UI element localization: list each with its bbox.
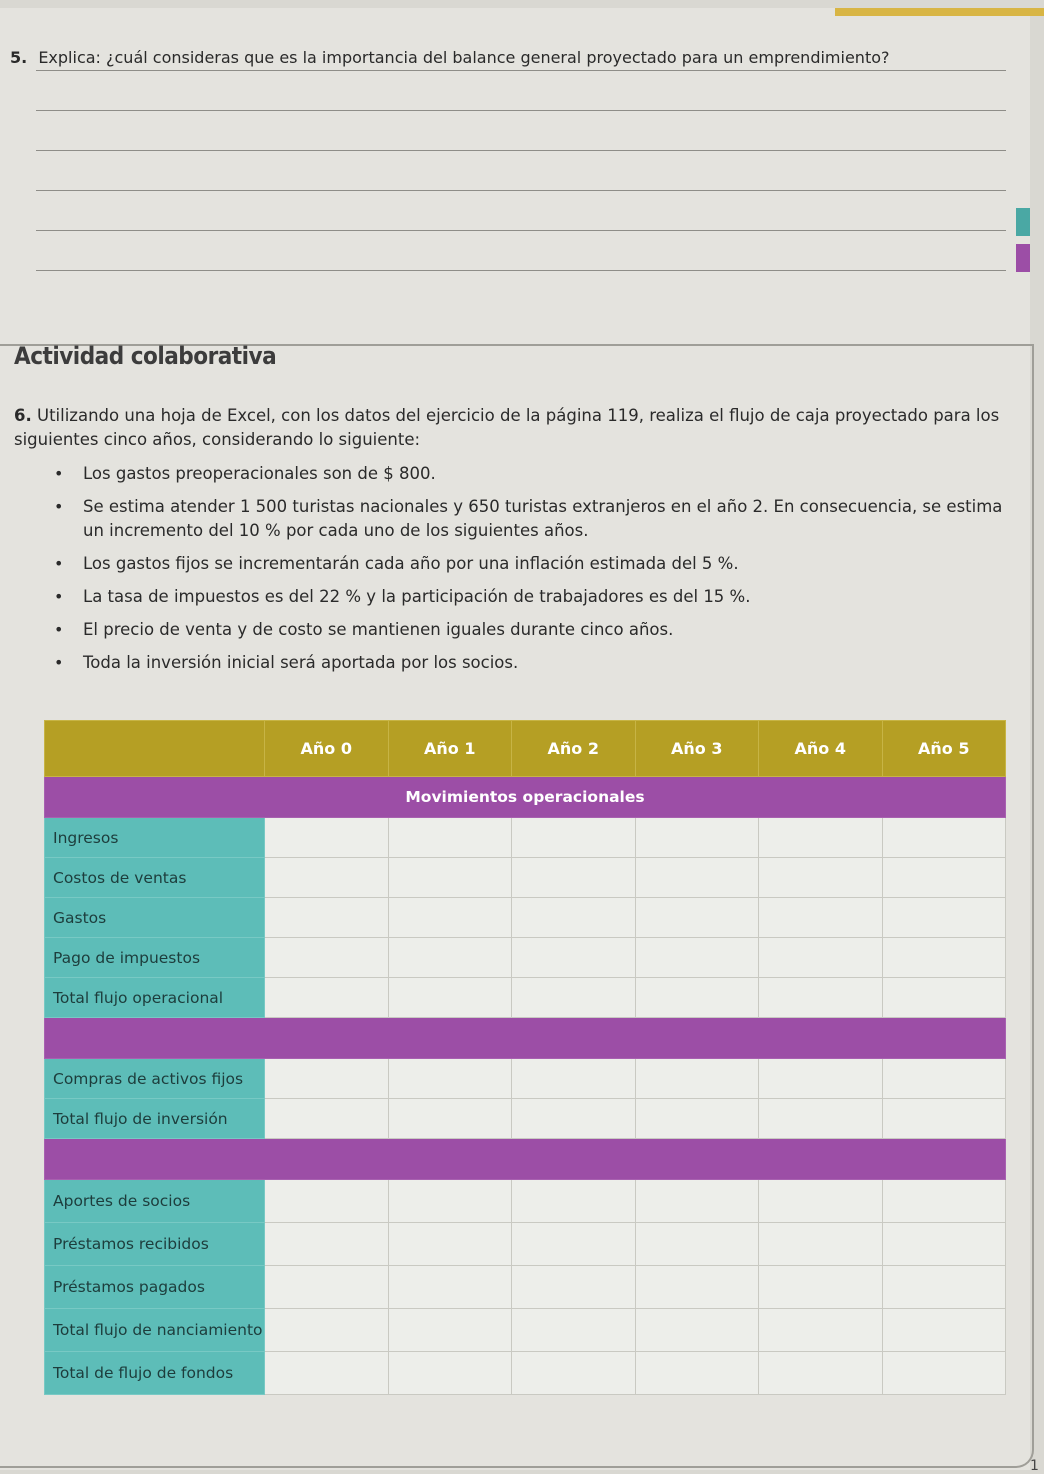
table-cell[interactable] (882, 818, 1006, 858)
table-cell[interactable] (512, 858, 636, 898)
table-row (45, 858, 1006, 898)
table-cell[interactable] (265, 1352, 389, 1395)
table-cell[interactable] (512, 938, 636, 978)
table-cell[interactable] (388, 1352, 512, 1395)
list-item: • Se estima atender 1 500 turistas nacionales y 650 turistas extranjeros en el año 2. En consecuencia, se estima un incremento del 10 % por cada uno de los siguientes años. (48, 495, 1008, 543)
table-cell[interactable] (388, 1309, 512, 1352)
table-cell[interactable] (759, 978, 883, 1018)
table-cell[interactable] (388, 898, 512, 938)
header-year: Año 5 (882, 721, 1006, 777)
side-tab-purple (1016, 244, 1030, 272)
row-label: Gastos (45, 898, 265, 938)
row-label: Aportes de socios (45, 1180, 265, 1223)
table-cell[interactable] (759, 1180, 883, 1223)
table-cell[interactable] (882, 858, 1006, 898)
table-cell[interactable] (388, 1223, 512, 1266)
row-label: Préstamos recibidos (45, 1223, 265, 1266)
answer-line[interactable] (36, 150, 1006, 151)
table-cell[interactable] (759, 1352, 883, 1395)
activity-title: Actividad colaborativa (14, 342, 277, 370)
list-item: • Los gastos preoperacionales son de $ 800. (48, 462, 1008, 486)
header-year: Año 3 (635, 721, 759, 777)
list-item: • La tasa de impuestos es del 22 % y la participación de trabajadores es del 15 %. (48, 585, 1008, 609)
answer-line[interactable] (36, 190, 1006, 191)
row-label: Pago de impuestos (45, 938, 265, 978)
table-row (45, 1223, 1006, 1266)
table-cell[interactable] (635, 818, 759, 858)
row-label: Total flujo operacional (45, 978, 265, 1018)
table-header-row (45, 721, 1006, 777)
table-row (45, 1180, 1006, 1223)
table-cell[interactable] (635, 1266, 759, 1309)
answer-line[interactable] (36, 70, 1006, 71)
table-cell[interactable] (265, 818, 389, 858)
table-cell[interactable] (388, 938, 512, 978)
table-cell[interactable] (265, 1099, 389, 1139)
section-band (45, 1139, 1006, 1180)
table-cell[interactable] (882, 1059, 1006, 1099)
table-cell[interactable] (512, 1059, 636, 1099)
table-cell[interactable] (635, 1059, 759, 1099)
table-row (45, 1352, 1006, 1395)
table-cell[interactable] (388, 818, 512, 858)
header-blank-cell (45, 721, 265, 777)
table-cell[interactable] (882, 1352, 1006, 1395)
header-year: Año 4 (759, 721, 883, 777)
table-row (45, 1099, 1006, 1139)
list-item: • Toda la inversión inicial será aportada por los socios. (48, 651, 1008, 675)
header-year: Año 0 (265, 721, 389, 777)
table-cell[interactable] (759, 818, 883, 858)
table-cell[interactable] (265, 858, 389, 898)
table-cell[interactable] (512, 1309, 636, 1352)
table-cell[interactable] (265, 1180, 389, 1223)
question-6-text: Utilizando una hoja de Excel, con los datos del ejercicio de la página 119, realiza el flujo de caja proyectado para los siguientes cinco años, considerando lo siguiente: (14, 406, 1000, 449)
table-cell[interactable] (759, 938, 883, 978)
table-cell[interactable] (265, 1266, 389, 1309)
table-cell[interactable] (635, 1180, 759, 1223)
table-cell[interactable] (512, 1352, 636, 1395)
table-cell[interactable] (635, 1223, 759, 1266)
section-row-operational (45, 777, 1006, 818)
table-cell[interactable] (635, 858, 759, 898)
table-cell[interactable] (512, 818, 636, 858)
table-cell[interactable] (265, 978, 389, 1018)
table-cell[interactable] (512, 898, 636, 938)
table-cell[interactable] (265, 898, 389, 938)
table-cell[interactable] (759, 1266, 883, 1309)
row-label: Compras de activos fijos (45, 1059, 265, 1099)
table-row (45, 818, 1006, 858)
table-cell[interactable] (882, 1180, 1006, 1223)
question-5-text: Explica: ¿cuál consideras que es la importancia del balance general proyectado para un emprendimiento? (38, 48, 890, 67)
row-label: Total flujo de inversión (45, 1099, 265, 1139)
cash-flow-table (44, 720, 1006, 1395)
list-item: • El precio de venta y de costo se mantienen iguales durante cinco años. (48, 618, 1008, 642)
section-band (45, 1018, 1006, 1059)
row-label: Total de flujo de fondos (45, 1352, 265, 1395)
table-cell[interactable] (265, 1059, 389, 1099)
table-cell[interactable] (759, 1099, 883, 1139)
table-cell[interactable] (388, 1099, 512, 1139)
row-label: Ingresos (45, 818, 265, 858)
answer-line[interactable] (36, 230, 1006, 231)
question-5-number: 5. (10, 48, 28, 67)
section-title: Movimientos operacionales (45, 777, 1006, 818)
workbook-page (0, 8, 1039, 1474)
row-label: Préstamos pagados (45, 1266, 265, 1309)
table-cell[interactable] (759, 1059, 883, 1099)
table-cell[interactable] (882, 1099, 1006, 1139)
table-cell[interactable] (512, 1180, 636, 1223)
row-label: Costos de ventas (45, 858, 265, 898)
table-cell[interactable] (759, 898, 883, 938)
page-number: 1 (1030, 1458, 1039, 1474)
table-cell[interactable] (265, 1223, 389, 1266)
decorative-stripe (835, 8, 1044, 16)
table-row (45, 938, 1006, 978)
table-cell[interactable] (512, 978, 636, 1018)
table-cell[interactable] (388, 978, 512, 1018)
table-cell[interactable] (512, 1223, 636, 1266)
header-year: Año 2 (512, 721, 636, 777)
table-cell[interactable] (388, 1266, 512, 1309)
list-item: • Los gastos fijos se incrementarán cada año por una inflación estimada del 5 %. (48, 552, 1008, 576)
table-cell[interactable] (882, 898, 1006, 938)
table-cell[interactable] (512, 1099, 636, 1139)
table-cell[interactable] (759, 1309, 883, 1352)
table-row (45, 1059, 1006, 1099)
table-cell[interactable] (635, 938, 759, 978)
section-row-investment (45, 1018, 1006, 1059)
section-row-financing (45, 1139, 1006, 1180)
table-cell[interactable] (759, 1223, 883, 1266)
table-cell[interactable] (635, 898, 759, 938)
table-cell[interactable] (882, 1309, 1006, 1352)
table-cell[interactable] (882, 1223, 1006, 1266)
table-cell[interactable] (635, 978, 759, 1018)
table-cell[interactable] (882, 938, 1006, 978)
table-cell[interactable] (635, 1099, 759, 1139)
table-cell[interactable] (388, 1059, 512, 1099)
table-cell[interactable] (635, 1309, 759, 1352)
table-cell[interactable] (635, 1352, 759, 1395)
answer-line[interactable] (36, 270, 1006, 271)
table-row (45, 1309, 1006, 1352)
header-year: Año 1 (388, 721, 512, 777)
table-cell[interactable] (265, 1309, 389, 1352)
table-cell[interactable] (265, 938, 389, 978)
table-cell[interactable] (388, 1180, 512, 1223)
table-cell[interactable] (512, 1266, 636, 1309)
answer-line[interactable] (36, 110, 1006, 111)
table-cell[interactable] (388, 858, 512, 898)
conditions-list (48, 462, 1008, 684)
row-label: Total flujo de nanciamiento (45, 1309, 265, 1352)
question-6 (14, 404, 1004, 452)
question-6-number: 6. (14, 406, 32, 425)
table-row (45, 978, 1006, 1018)
table-cell[interactable] (882, 978, 1006, 1018)
table-cell[interactable] (882, 1266, 1006, 1309)
side-tab-teal (1016, 208, 1030, 236)
table-cell[interactable] (759, 858, 883, 898)
table-row (45, 1266, 1006, 1309)
table-row (45, 898, 1006, 938)
question-5 (10, 48, 890, 67)
